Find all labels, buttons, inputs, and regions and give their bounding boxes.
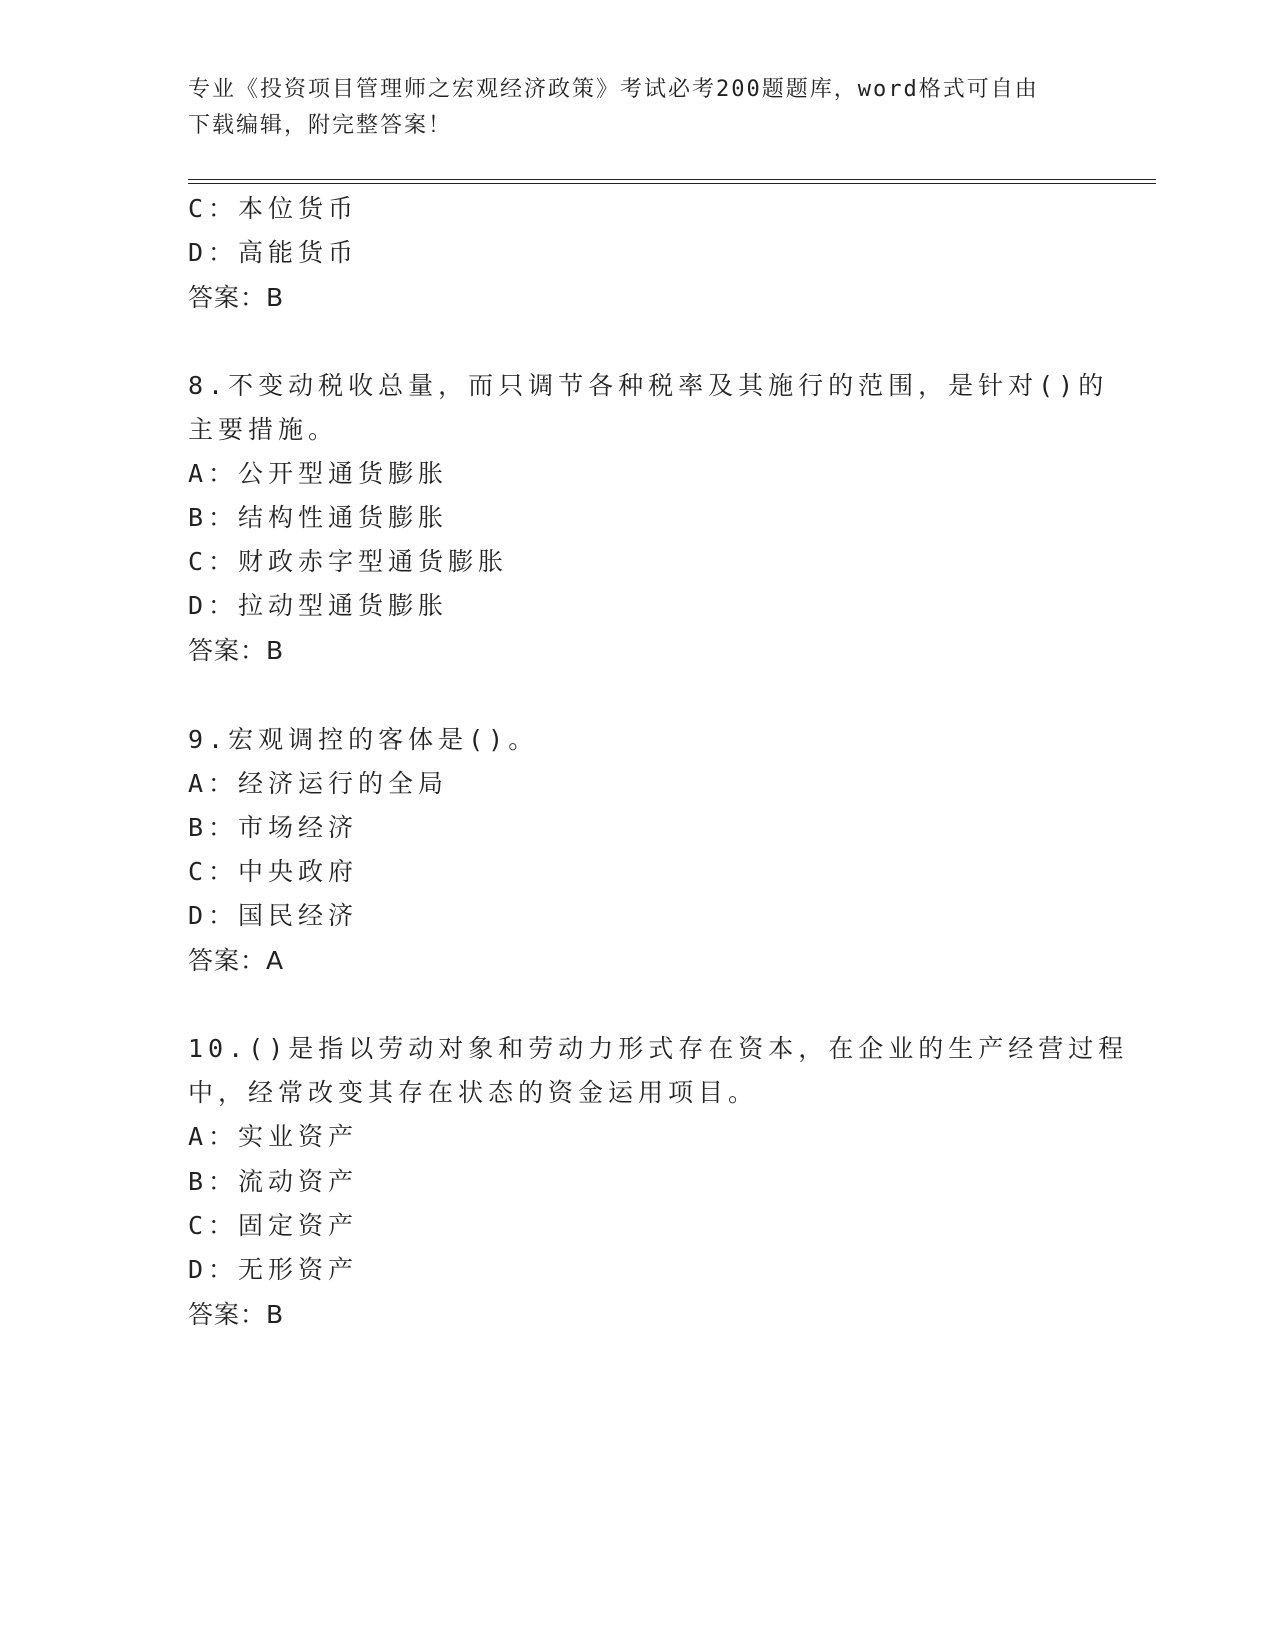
header-line-1: 专业《投资项目管理师之宏观经济政策》考试必考200题题库，word格式可自由 [188, 77, 1039, 102]
header-divider-bottom [188, 183, 1156, 184]
header-divider-top [188, 179, 1156, 180]
q9-stem-line-1: 9.宏观调控的客体是()。 [188, 725, 539, 754]
q10-option-c: C：固定资产 [188, 1211, 359, 1240]
document-header [188, 72, 1068, 144]
q8-answer: 答案：B [188, 636, 285, 665]
q10-option-b: B：流动资产 [188, 1167, 359, 1196]
q9-option-a: A：经济运行的全局 [188, 769, 449, 798]
q9-option-c: C：中央政府 [188, 857, 359, 886]
q8-option-c: C：财政赤字型通货膨胀 [188, 547, 509, 576]
prev-option-d: D：高能货币 [188, 238, 359, 267]
q8-stem-line-2: 主要措施。 [188, 415, 339, 444]
q8-option-a: A：公开型通货膨胀 [188, 459, 449, 488]
header-line-2: 下载编辑，附完整答案！ [188, 113, 453, 138]
q10-answer: 答案：B [188, 1300, 285, 1329]
prev-option-c: C：本位货币 [188, 194, 359, 223]
q9-answer: 答案：A [188, 946, 285, 975]
q9-option-b: B：市场经济 [188, 813, 359, 842]
q10-stem-line-1: 10.()是指以劳动对象和劳动力形式存在资本，在企业的生产经营过程 [188, 1034, 1129, 1063]
q9-option-d: D：国民经济 [188, 901, 359, 930]
q8-option-b: B：结构性通货膨胀 [188, 503, 449, 532]
q10-option-d: D：无形资产 [188, 1255, 359, 1284]
q8-stem-line-1: 8.不变动税收总量，而只调节各种税率及其施行的范围，是针对()的 [188, 371, 1109, 400]
q8-option-d: D：拉动型通货膨胀 [188, 591, 449, 620]
prev-answer: 答案：B [188, 283, 285, 312]
q10-option-a: A：实业资产 [188, 1122, 359, 1151]
q10-stem-line-2: 中，经常改变其存在状态的资金运用项目。 [188, 1078, 759, 1107]
